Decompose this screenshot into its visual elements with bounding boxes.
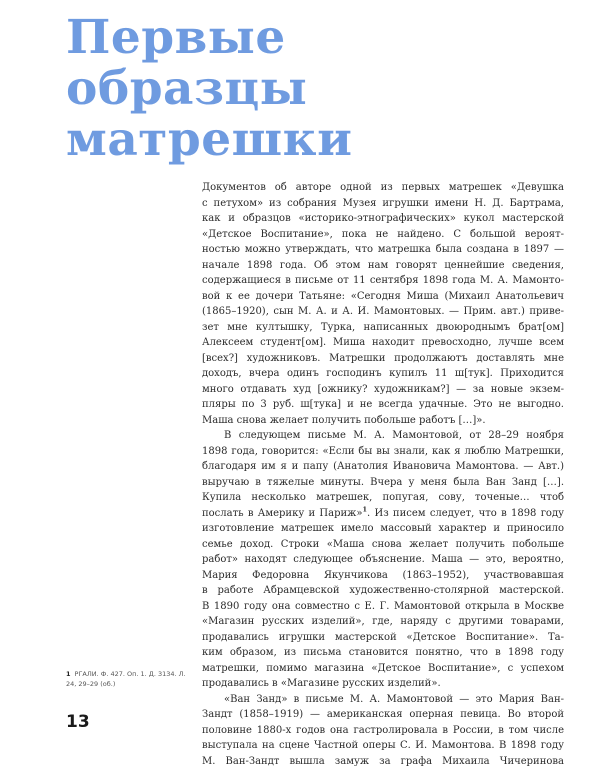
text-line-with-footnote-ref: [202, 506, 564, 522]
text-line: (1865–1920), сын М. А. и А. И. Мамонтовых. — Прим. авт.) приве-: [202, 304, 564, 320]
footnote-text: РГАЛИ. Ф. 427. Оп. 1. Д. 3134. Л. 24, 29–29 (об.): [66, 670, 186, 688]
text-line: выступала на сцене Частной оперы С. И. Мамонтова. В 1898 году: [202, 738, 564, 754]
text-line: [всех?] художниковъ. Матрешки продолжаютъ доставлять мне: [202, 351, 564, 367]
footnote: [66, 669, 196, 689]
chapter-title: [66, 12, 486, 165]
text-line: половине 1880-х годов она гастролировала в России, в том числе: [202, 723, 564, 739]
text-line: выручаю в тяжелые минуты. Вчера у меня была Ван Занд […].: [202, 475, 564, 491]
text-line: продавались в «Магазине русских изделий».: [202, 676, 564, 692]
text-line: вой к ее дочери Татьяне: «Сегодня Миша (Михаил Анатольевич: [202, 289, 564, 305]
text-line: Зандт (1858–1919) — американская оперная певица. Во второй: [202, 707, 564, 723]
body-text: [202, 180, 564, 769]
text-line: «Детское Воспитание», пока не найдено. С большой вероят-: [202, 227, 564, 243]
footnote-ref[interactable]: 1: [363, 505, 368, 513]
text-line: содержащиеся в письме от 11 сентября 1898 года М. А. Мамонто-: [202, 273, 564, 289]
text-line: «Магазин русских изделий», где, наряду с другими товарами,: [202, 614, 564, 630]
text-line: начале 1898 года. Об этом нам говорят ценнейшие сведения,: [202, 258, 564, 274]
text-line: продавались игрушки мастерской «Детское Воспитание». Та-: [202, 630, 564, 646]
footnote-marker: 1: [66, 670, 71, 678]
text-line: зет мне култышку, Турка, написанных двоюроднымъ брат[ом]: [202, 320, 564, 336]
text-line: М. Ван-Зандт вышла замуж за графа Михаила Чичеринова: [202, 754, 564, 769]
text-line: работ» находят следующее объяснение. Маша — это, вероятно,: [202, 552, 564, 568]
text-line: пляры по 3 руб. ш[тука] и не всегда удачные. Это не выгодно.: [202, 397, 564, 413]
text-line: доходъ, вчера одинъ господинъ купилъ 11 ш[тук]. Приходится: [202, 366, 564, 382]
text-line: Документов об авторе одной из первых матрешек «Девушка: [202, 180, 564, 196]
text-line: много отдавать худ [ожнику? художникам?] — за новые экзем-: [202, 382, 564, 398]
text-line: ким образом, из письма становится понятно, что в 1898 году: [202, 645, 564, 661]
text-line: В 1890 году она совместно с Е. Г. Мамонтовой открыла в Москве: [202, 599, 564, 615]
text-line: с петухом» из собрания Музея игрушки имени Н. Д. Бартрама,: [202, 196, 564, 212]
text-line: семье доход. Строки «Маша снова желает получить побольше: [202, 537, 564, 553]
chapter-title-line-3: матрешки: [66, 114, 486, 165]
text-line: 1898 года, говорится: «Если бы вы знали, как я люблю Матрешки,: [202, 444, 564, 460]
text-line: «Ван Занд» в письме М. А. Мамонтовой — это Мария Ван-: [202, 692, 564, 708]
chapter-title-line-1: Первые: [66, 12, 486, 63]
text-line: ностью можно утверждать, что матрешка была создана в 1897 —: [202, 242, 564, 258]
text-line: как и образцов «историко-этнографических» кукол мастерской: [202, 211, 564, 227]
text-fragment: . Из писем следует, что в 1898 году: [367, 508, 564, 519]
text-line: благодаря им я и папу (Анатолия Ивановича Мамонтова. — Авт.): [202, 459, 564, 475]
page-number: 13: [66, 712, 90, 732]
text-line: Алексеем студент[ом]. Миша находит превосходно, лучше всем: [202, 335, 564, 351]
text-line: изготовление матрешек имело массовый характер и приносило: [202, 521, 564, 537]
text-fragment: послать в Америку и Париж»: [202, 508, 363, 519]
text-line: В следующем письме М. А. Мамонтовой, от 28–29 ноября: [202, 428, 564, 444]
text-line: Купила несколько матрешек, попугая, сову, точеные… чтоб: [202, 490, 564, 506]
chapter-title-line-2: образцы: [66, 63, 486, 114]
text-line: матрешки, помимо магазина «Детское Воспитание», с успехом: [202, 661, 564, 677]
text-line: Мария Федоровна Якунчикова (1863–1952), участвовавшая: [202, 568, 564, 584]
text-line: Маша снова желает получить побольше работъ […]».: [202, 413, 564, 429]
text-line: в работе Абрамцевской художественно-столярной мастерской.: [202, 583, 564, 599]
